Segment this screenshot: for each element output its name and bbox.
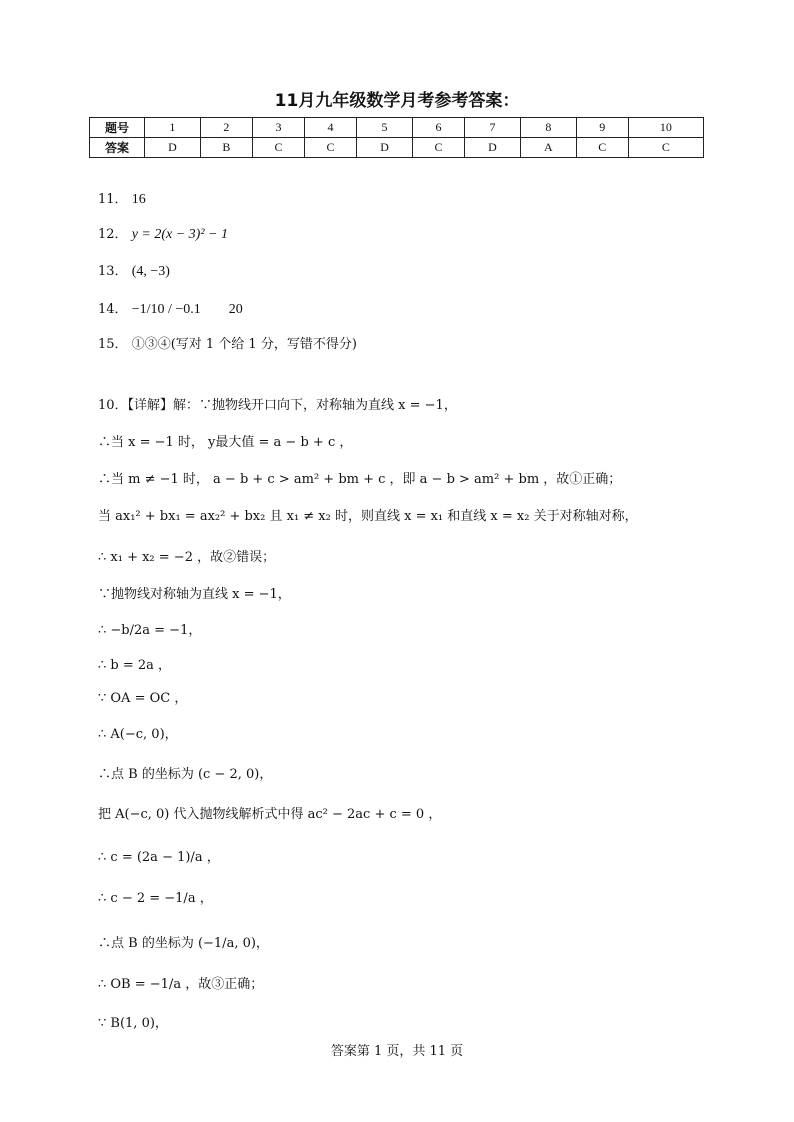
table-row-answers xyxy=(90,138,704,158)
item-number: 11． xyxy=(98,192,128,207)
solution-line: ∴ OB = −1/a ，故③正确； xyxy=(98,977,264,992)
question-number: 10 xyxy=(628,118,703,138)
question-number: 3 xyxy=(252,118,304,138)
solution-line: ∴ A(−c, 0)， xyxy=(98,727,178,742)
item-number: 15． xyxy=(98,337,128,352)
answer-cell: D xyxy=(357,138,413,158)
question-number: 2 xyxy=(200,118,252,138)
solution-line: ∵ B(1, 0)， xyxy=(98,1016,168,1031)
answer-text: −1/10 / −0.1 20 xyxy=(131,302,243,317)
solution-line: 把 A(−c, 0) 代入抛物线解析式中得 ac² − 2ac + c = 0 ， xyxy=(98,807,442,822)
row-header-answer: 答案 xyxy=(90,138,145,158)
item-number: 13． xyxy=(98,264,128,279)
solution-line: ∴ x₁ + x₂ = −2 ，故②错误； xyxy=(98,550,276,565)
answer-cell: C xyxy=(412,138,464,158)
page-footer: 答案第 1 页，共 11 页 xyxy=(330,1044,464,1059)
question-number: 8 xyxy=(520,118,576,138)
question-number: 1 xyxy=(145,118,201,138)
question-number: 4 xyxy=(305,118,357,138)
solution-line: 当 ax₁² + bx₁ = ax₂² + bx₂ 且 x₁ ≠ x₂ 时，则直线 x = x₁ 和直线 x = x₂ 关于对称轴对称， xyxy=(98,509,638,524)
solution-line: ∵ OA = OC ， xyxy=(98,691,188,706)
solution-line: ∴ b = 2a ， xyxy=(98,658,172,673)
solution-line: ∴当 x = −1 时， y最大值 = a − b + c ， xyxy=(98,435,353,450)
answer-table xyxy=(89,117,704,158)
solution-line: ∴ −b/2a = −1， xyxy=(98,623,202,638)
fill-answer-11 xyxy=(98,193,146,207)
fill-answer-15 xyxy=(98,338,357,351)
solution-line: ∴点 B 的坐标为 (c − 2, 0)， xyxy=(98,767,273,782)
solution-line: 10．【详解】解：∵抛物线开口向下，对称轴为直线 x = −1， xyxy=(98,398,457,413)
solution-line: ∵抛物线对称轴为直线 x = −1， xyxy=(98,587,291,602)
question-number: 7 xyxy=(465,118,521,138)
answer-cell: C xyxy=(628,138,703,158)
question-number: 5 xyxy=(357,118,413,138)
question-number: 9 xyxy=(576,118,628,138)
answer-cell: D xyxy=(145,138,201,158)
fill-answer-12 xyxy=(98,228,228,242)
question-number: 6 xyxy=(412,118,464,138)
solution-line: ∴点 B 的坐标为 (−1/a, 0)， xyxy=(98,936,269,951)
item-number: 12． xyxy=(98,227,128,242)
solution-line: ∴ c − 2 = −1/a ， xyxy=(98,891,213,906)
item-number: 14． xyxy=(98,302,128,317)
answer-cell: C xyxy=(252,138,304,158)
answer-formula: y = 2(x − 3)² − 1 xyxy=(131,227,228,242)
row-header-question: 题号 xyxy=(90,118,145,138)
table-row-numbers xyxy=(90,118,704,138)
answer-text: ①③④(写对 1 个给 1 分，写错不得分) xyxy=(131,337,357,352)
answer-text: 16 xyxy=(131,192,146,207)
fill-answer-13 xyxy=(98,265,170,279)
answer-cell: C xyxy=(305,138,357,158)
answer-text: (4, −3) xyxy=(131,264,170,279)
answer-cell: D xyxy=(465,138,521,158)
answer-cell: A xyxy=(520,138,576,158)
solution-line: ∴当 m ≠ −1 时， a − b + c > am² + bm + c ，即 a − b > am² + bm ，故①正确； xyxy=(98,472,622,487)
answer-cell: C xyxy=(576,138,628,158)
answer-cell: B xyxy=(200,138,252,158)
fill-answer-14 xyxy=(98,303,243,317)
page-title: 11月九年级数学月考参考答案： xyxy=(274,91,520,111)
solution-line: ∴ c = (2a − 1)/a ， xyxy=(98,850,220,865)
